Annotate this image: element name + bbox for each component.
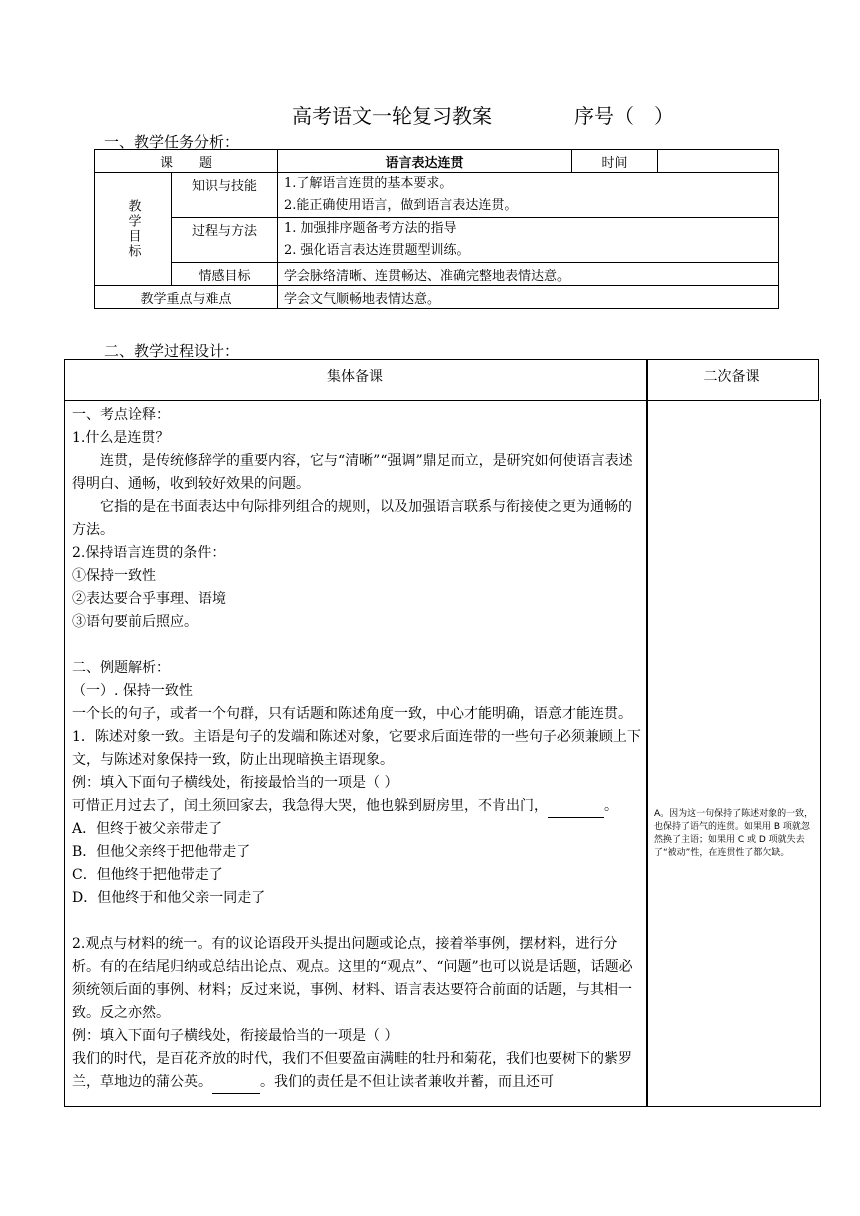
answer-blank bbox=[212, 1079, 260, 1094]
topic-label: 课 题 bbox=[95, 150, 278, 173]
content-subheading: （一）. 保持一致性 bbox=[72, 683, 193, 699]
section1-heading: 一、教学任务分析： bbox=[104, 133, 240, 151]
section2-heading: 二、教学过程设计： bbox=[104, 342, 240, 360]
option-c: C．但他终于把他带走了 bbox=[72, 867, 223, 883]
goal-label-process: 过程与方法 bbox=[172, 218, 278, 263]
content-list-item: ①保持一致性 bbox=[72, 568, 156, 584]
example-sentence bbox=[72, 795, 642, 818]
goal-line: 1.了解语言连贯的基本要求。 bbox=[284, 176, 453, 191]
goal-line: 1. 加强排序题备考方法的指导 bbox=[284, 221, 457, 236]
content-paragraph: 2.观点与材料的统一。有的议论语段开头提出问题或论点，接着举事例，摆材料，进行分析。有的在结尾归纳或总结出论点、观点。这里的“观点”、“问题”也可以说是话题，话题必须统领后面的事例、材料；反过来说，事例、材料、语言表达要符合前面的话题，与其相一致。反之亦然。 bbox=[72, 936, 633, 1021]
example-sentence bbox=[72, 1048, 642, 1094]
process-col2-label: 二次备课 bbox=[703, 369, 760, 385]
example-sentence-end: 。 bbox=[604, 798, 618, 814]
title-text: 高考语文一轮复习教案 bbox=[292, 104, 492, 128]
spacer bbox=[72, 634, 642, 657]
content-list-item: ②表达要合乎事理、语境 bbox=[72, 591, 226, 607]
example-question: 例：填入下面句子横线处，衔接最恰当的一项是（ ） bbox=[72, 1028, 399, 1044]
process-col1-label: 集体备课 bbox=[327, 369, 383, 385]
topic-value: 语言表达连贯 bbox=[278, 150, 572, 173]
spacer bbox=[72, 910, 642, 933]
key-value: 学会文气顺畅地表情达意。 bbox=[278, 286, 779, 309]
serial-number: 序号（ ） bbox=[574, 104, 674, 128]
option-b: B．但他父亲终于把他带走了 bbox=[72, 844, 251, 860]
lesson-content bbox=[72, 404, 642, 1094]
content-paragraph: 连贯，是传统修辞学的重要内容，它与“清晰”“强调”鼎足而立，是研究如何使语言表述得明白、通畅，收到较好效果的问题。 bbox=[72, 453, 633, 492]
goal-knowledge bbox=[278, 173, 779, 218]
time-label: 时间 bbox=[572, 150, 658, 173]
goal-emotion: 学会脉络清晰、连贯畅达、准确完整地表情达意。 bbox=[278, 263, 779, 286]
task-table bbox=[94, 149, 779, 309]
example-question: 例：填入下面句子横线处，衔接最恰当的一项是（ ） bbox=[72, 775, 399, 791]
goal-line: 2. 强化语言表达连贯题型训练。 bbox=[284, 243, 470, 258]
content-list-item: ③语句要前后照应。 bbox=[72, 614, 198, 630]
goals-label: 教学目标 bbox=[95, 173, 172, 286]
content-paragraph: 它指的是在书面表达中句际排列组合的规则，以及加强语言联系与衔接使之更为通畅的方法。 bbox=[72, 499, 632, 538]
example-sentence-text: 我们的时代，是百花齐放的时代，我们不但要盈亩满畦的牡丹和菊花，我们也要树下的紫罗兰，草地边的蒲公英。 bbox=[72, 1051, 632, 1090]
example-sentence-text: 可惜正月过去了，闰土须回家去，我急得大哭，他也躲到厨房里，不肯出门， bbox=[72, 798, 548, 814]
content-subheading: 2.保持语言连贯的条件： bbox=[72, 545, 226, 561]
content-paragraph: 一个长的句子，或者一个句群，只有话题和陈述角度一致，中心才能明确，语意才能连贯。 bbox=[72, 706, 632, 722]
goal-line: 2.能正确使用语言，做到语言表达连贯。 bbox=[284, 198, 518, 213]
content-heading: 一、考点诠释： bbox=[72, 407, 170, 423]
key-label: 教学重点与难点 bbox=[95, 286, 278, 309]
example-sentence-tail: 。我们的责任是不但让读者兼收并蓄，而且还可 bbox=[260, 1074, 554, 1090]
goal-label-emotion: 情感目标 bbox=[172, 263, 278, 286]
process-body-col2 bbox=[646, 399, 821, 1107]
goal-label-knowledge: 知识与技能 bbox=[172, 173, 278, 218]
content-heading: 二、例题解析： bbox=[72, 660, 170, 676]
answer-blank bbox=[548, 803, 604, 818]
option-a: A．但终于被父亲带走了 bbox=[72, 821, 223, 837]
goal-process bbox=[278, 218, 779, 263]
time-value bbox=[658, 150, 779, 173]
page-title bbox=[292, 100, 674, 129]
content-paragraph: 1．陈述对象一致。主语是句子的发端和陈述对象，它要求后面连带的一些句子必须兼顾上下文，与陈述对象保持一致，防止出现暗换主语现象。 bbox=[72, 729, 641, 768]
content-subheading: 1.什么是连贯？ bbox=[72, 430, 170, 446]
answer-note: A。因为这一句保持了陈述对象的一致，也保持了语气的连贯。如果用 B 项就忽然换了主语；如果用 C 或 D 项就失去了“被动”性，在连贯性了都欠缺。 bbox=[654, 809, 814, 858]
option-d: D．但他终于和他父亲一同走了 bbox=[72, 890, 266, 906]
